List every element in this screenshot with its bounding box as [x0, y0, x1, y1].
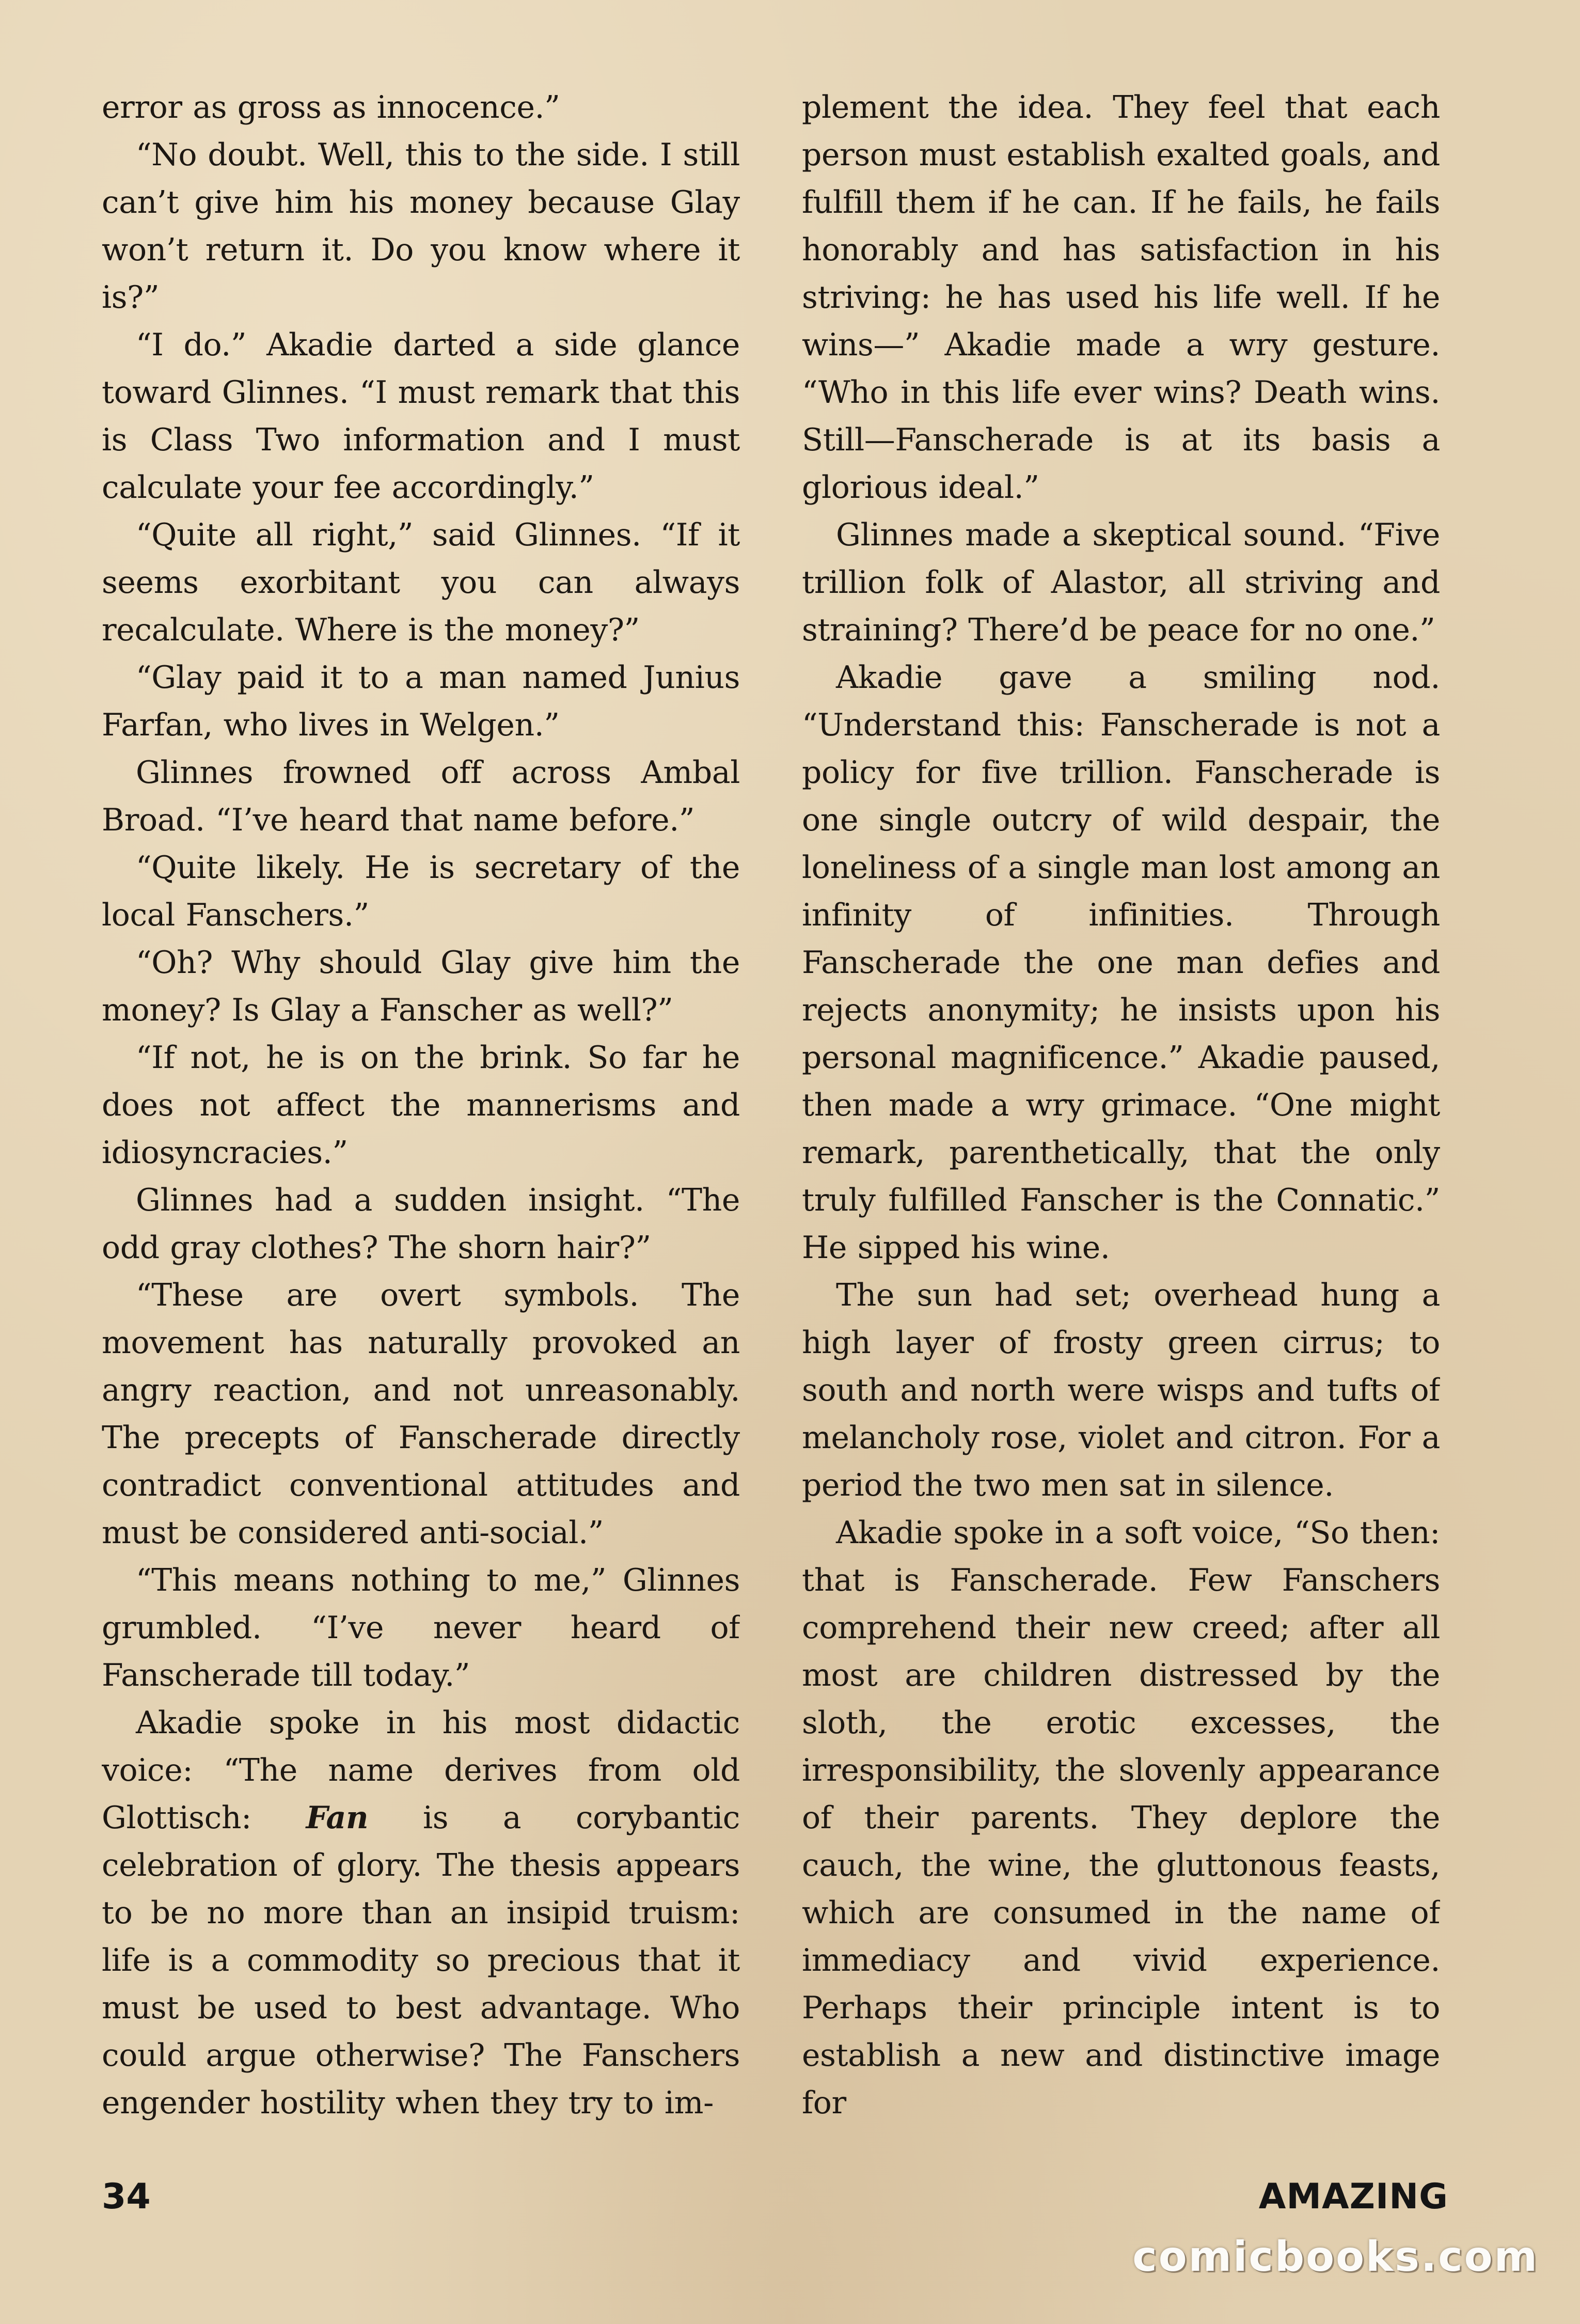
- paragraph: “Glay paid it to a man named Junius Farfan, who lives in Welgen.”: [102, 659, 740, 743]
- paragraph-text: Akadie spoke in his most didactic voice: “The name derives from old Glottisch:: [102, 1705, 740, 1836]
- paragraph: [102, 1699, 740, 2127]
- right-text-column: [802, 84, 1440, 2129]
- paragraph: Glinnes frowned off across Ambal Broad. “I’ve heard that name before.”: [102, 755, 740, 838]
- paragraph: The sun had set; overhead hung a high layer of frosty green cirrus; to south and north were wisps and tufts of melancholy rose, violet and citron. For a period the two men sat in silence.: [802, 1277, 1440, 1503]
- paragraph: “No doubt. Well, this to the side. I still can’t give him his money because Glay won’t return it. Do you know where it is?”: [102, 137, 740, 316]
- paragraph: error as gross as innocence.”: [102, 89, 560, 125]
- left-text-column: [102, 84, 740, 2129]
- paragraph: “If not, he is on the brink. So far he does not affect the mannerisms and idiosyncracies.”: [102, 1040, 740, 1171]
- magazine-title: AMAZING: [1258, 2176, 1448, 2217]
- paragraph-text: is a corybantic celebration of glory. The thesis appears to be no more than an insipid truism: life is a commodity so precious that it must be used to best advantage. Who could argue otherwise? The Fanschers engender hostility when they try to im-: [102, 1800, 740, 2121]
- italic-term: Fan: [306, 1800, 369, 1836]
- paragraph: “I do.” Akadie darted a side glance toward Glinnes. “I must remark that this is Class Two information and I must calculate your fee accordingly.”: [102, 327, 740, 506]
- watermark: comicbooks.com: [1132, 2233, 1539, 2281]
- paragraph: plement the idea. They feel that each person must establish exalted goals, and fulfill them if he can. If he fails, he fails honorably and has satisfaction in his striving: he has used his life well. If he wins—” Akadie made a wry gesture. “Who in this life ever wins? Death wins. Still—Fanscherade is at its basis a glorious ideal.”: [802, 89, 1440, 506]
- paragraph: “Quite all right,” said Glinnes. “If it seems exorbitant you can always recalculate. Where is the money?”: [102, 517, 740, 648]
- paragraph: “This means nothing to me,” Glinnes grumbled. “I’ve never heard of Fanscherade till today.”: [102, 1562, 740, 1693]
- paragraph: Glinnes made a skeptical sound. “Five trillion folk of Alastor, all striving and straining? There’d be peace for no one.”: [802, 517, 1440, 648]
- page-number: 34: [102, 2176, 151, 2217]
- paragraph: “Oh? Why should Glay give him the money? Is Glay a Fanscher as well?”: [102, 945, 740, 1028]
- paragraph: “Quite likely. He is secretary of the local Fanschers.”: [102, 850, 740, 933]
- paragraph: Akadie gave a smiling nod. “Understand this: Fanscherade is not a policy for five trillion. Fanscherade is one single outcry of wild despair, the loneliness of a single man lost among an infinity of infinities. Through Fanscherade the one man defies and rejects anonymity; he insists upon his personal magnificence.” Akadie paused, then made a wry grimace. “One might remark, parenthetically, that the only truly fulfilled Fanscher is the Connatic.” He sipped his wine.: [802, 659, 1440, 1266]
- paragraph: “These are overt symbols. The movement has naturally provoked an angry reaction, and not unreasonably. The precepts of Fanscherade directly contradict conventional attitudes and must be considered anti-social.”: [102, 1277, 740, 1551]
- paragraph: Akadie spoke in a soft voice, “So then: that is Fanscherade. Few Fanschers comprehend their new creed; after all most are children distressed by the sloth, the erotic excesses, the irresponsibility, the slovenly appearance of their parents. They deplore the cauch, the wine, the gluttonous feasts, which are consumed in the name of immediacy and vivid experience. Perhaps their principle intent is to establish a new and distinctive image for: [802, 1515, 1440, 2121]
- paragraph: Glinnes had a sudden insight. “The odd gray clothes? The shorn hair?”: [102, 1182, 740, 1266]
